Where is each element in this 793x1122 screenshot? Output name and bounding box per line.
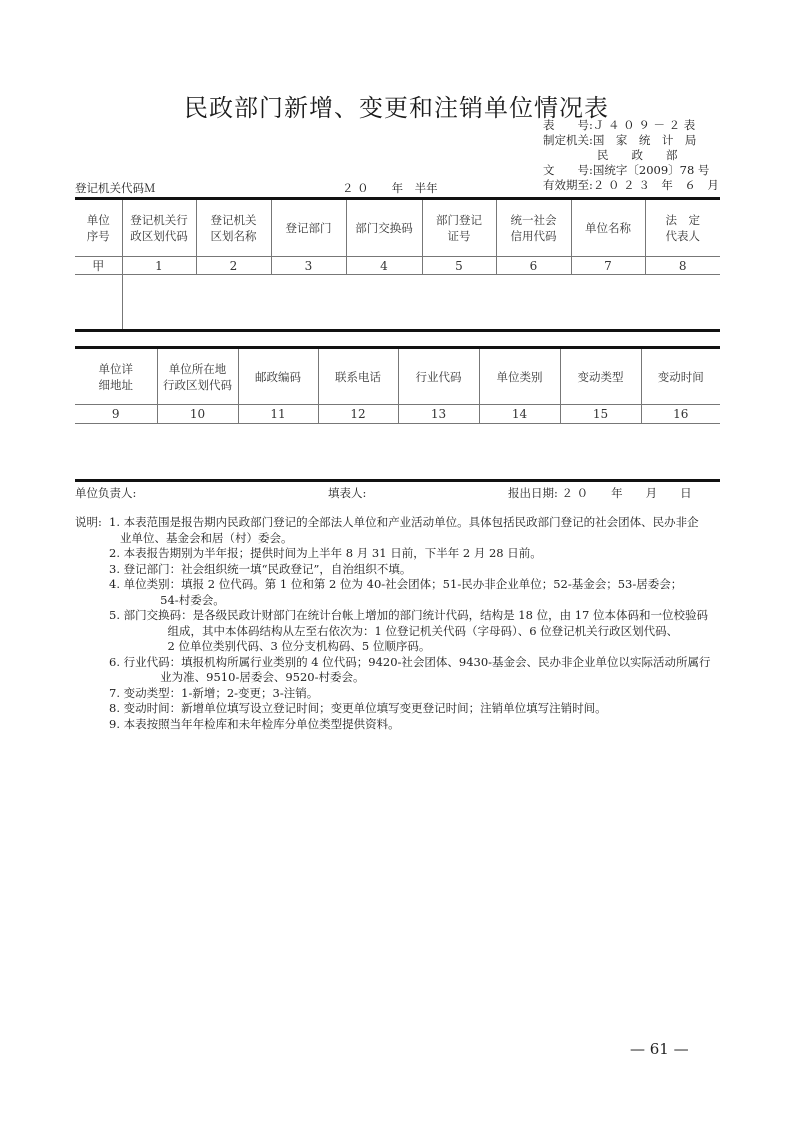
- column-number: 甲: [75, 257, 122, 275]
- column-header-label: 联系电话: [335, 369, 381, 384]
- column-number-row: [75, 405, 720, 424]
- notes-section: [75, 515, 725, 732]
- column-header-label: 登记机关行 政区划代码: [130, 213, 188, 243]
- authority: [543, 133, 696, 148]
- column-header-label: 部门交换码: [355, 221, 413, 235]
- note-line: 54-村委会。: [109, 592, 225, 607]
- note-line: 7. 变动类型：1-新增；2-变更；3-注销。: [109, 685, 319, 700]
- column-number: 5: [422, 257, 496, 275]
- note-line: 9. 本表按照当年年检库和未年检库分单位类型提供资料。: [109, 716, 400, 731]
- column-number: 2: [196, 257, 271, 275]
- column-number: 13: [398, 405, 479, 424]
- column-number: 1: [122, 257, 196, 275]
- column-header: [398, 348, 479, 405]
- column-header: [645, 199, 720, 257]
- column-header: [346, 199, 422, 257]
- note-line: 5. 部门交换码：是各级民政计财部门在统计台帐上增加的部门统计代码，结构是 18 位，由 17 位本体码和一位校验码: [109, 608, 709, 622]
- column-header: [271, 199, 346, 257]
- column-header-label: 法 定 代表人: [665, 213, 700, 243]
- valid-until: [543, 178, 719, 193]
- column-number: 9: [75, 405, 157, 424]
- column-header: [641, 348, 720, 405]
- column-number: 8: [645, 257, 720, 275]
- column-header-label: 登记机关 区划名称: [210, 213, 257, 243]
- data-entry-row: [75, 275, 720, 331]
- document-number: [543, 163, 709, 178]
- column-header-label: 单位所在地 行政区划代码: [163, 361, 232, 392]
- column-header: [560, 348, 641, 405]
- column-number: 16: [641, 405, 720, 424]
- form-number-value: Ｊ ４ ０ ９ － ２ 表: [592, 118, 696, 132]
- form-title: 民政部门新增、变更和注销单位情况表: [184, 94, 609, 122]
- column-header-label: 变动时间: [657, 369, 704, 384]
- document-number-value: 国统字〔2009〕78 号: [592, 163, 710, 177]
- column-number: 12: [318, 405, 398, 424]
- column-header-label: 登记部门: [285, 221, 332, 235]
- column-header: [196, 199, 271, 257]
- column-number: 11: [238, 405, 318, 424]
- table-unit-details: [75, 346, 720, 424]
- column-number: 6: [496, 257, 571, 275]
- notes-list: [109, 515, 725, 732]
- note-line: 3. 登记部门：社会组织统一填“民政登记”，自治组织不填。: [109, 561, 412, 576]
- column-header: [75, 199, 122, 257]
- form-number: [543, 118, 695, 133]
- note-line: 业为准、9510-居委会、9520-村委会。: [109, 670, 365, 684]
- column-header-label: 邮政编码: [255, 369, 301, 384]
- column-number-row: [75, 257, 720, 275]
- column-header: [496, 199, 571, 257]
- filler-field[interactable]: 填表人:: [328, 486, 367, 500]
- column-header: [75, 348, 157, 405]
- signature-divider: [75, 479, 720, 482]
- authority-line1: 国 家 统 计 局: [592, 133, 697, 147]
- table-registration: [75, 197, 720, 332]
- column-header-label: 部门登记 证号: [436, 213, 482, 243]
- column-header: [479, 348, 560, 405]
- column-header-label: 变动类型: [577, 369, 624, 384]
- table-header-row: [75, 199, 720, 257]
- column-header: [318, 348, 398, 405]
- note-line: 2 位单位类别代码、3 位分支机构码、5 位顺序码。: [109, 639, 431, 653]
- registration-authority-code: 登记机关代码Ｍ: [75, 181, 156, 195]
- column-number: 15: [560, 405, 641, 424]
- column-header: [157, 348, 238, 405]
- note-line: 业单位、基金会和居（村）委会。: [109, 530, 293, 545]
- note-line: 1. 本表范围是报告期内民政部门登记的全部法人单位和产业活动单位。具体包括民政部门登记的社会团体、民办非企: [109, 515, 699, 529]
- column-number: 10: [157, 405, 238, 424]
- note-line: 4. 单位类别：填报 2 位代码。第 1 位和第 2 位为 40-社会团体；51-民办非企业单位；52-基金会；53-居委会；: [109, 577, 683, 591]
- report-period: ２ ０ 年 半年: [342, 181, 438, 195]
- valid-until-value: ２ ０ ２ ３ 年 ６ 月: [592, 178, 719, 192]
- entry-cell[interactable]: [75, 275, 122, 331]
- report-date-field[interactable]: 报出日期: ２ ０ 年 月 日: [508, 486, 692, 500]
- column-header-label: 统一社会 信用代码: [510, 213, 557, 243]
- column-number: 4: [346, 257, 422, 275]
- valid-until-label: 有效期至:: [543, 178, 593, 192]
- note-line: 6. 行业代码：填报机构所属行业类别的 4 位代码；9420-社会团体、9430-基金会、民办非企业单位以实际活动所属行: [109, 654, 711, 669]
- column-header-label: 单位名称: [585, 221, 631, 235]
- column-header: [122, 199, 196, 257]
- column-number: 14: [479, 405, 560, 424]
- note-line: 组成，其中本体码结构从左至右依次为：1 位登记机关代码（字母码）、6 位登记机关行政区划代码、: [109, 623, 679, 638]
- entry-cell[interactable]: [122, 275, 720, 331]
- document-number-label: 文 号:: [543, 163, 593, 177]
- note-line: 2. 本表报告期别为半年报；提供时间为上半年 8 月 31 日前，下半年 2 月 28 日前。: [109, 546, 542, 560]
- authority-label: 制定机关:: [543, 133, 593, 147]
- column-header: [422, 199, 496, 257]
- notes-label: 说明:: [75, 515, 102, 529]
- column-header: [571, 199, 645, 257]
- column-header-label: 单位类别: [496, 369, 543, 384]
- column-header-label: 单位 序号: [86, 213, 110, 243]
- column-header: [238, 348, 318, 405]
- page-number: — 61 —: [630, 1040, 689, 1058]
- column-header-label: 单位详 细地址: [98, 361, 133, 392]
- authority-line2: 民 政 部: [597, 148, 678, 162]
- table-header-row: [75, 348, 720, 405]
- note-line: 8. 变动时间：新增单位填写设立登记时间；变更单位填写变更登记时间；注销单位填写注销时间。: [109, 701, 607, 715]
- form-number-label: 表 号:: [543, 118, 593, 132]
- column-number: 3: [271, 257, 346, 275]
- column-number: 7: [571, 257, 645, 275]
- unit-head-field[interactable]: 单位负责人:: [75, 486, 137, 500]
- column-header-label: 行业代码: [415, 369, 462, 384]
